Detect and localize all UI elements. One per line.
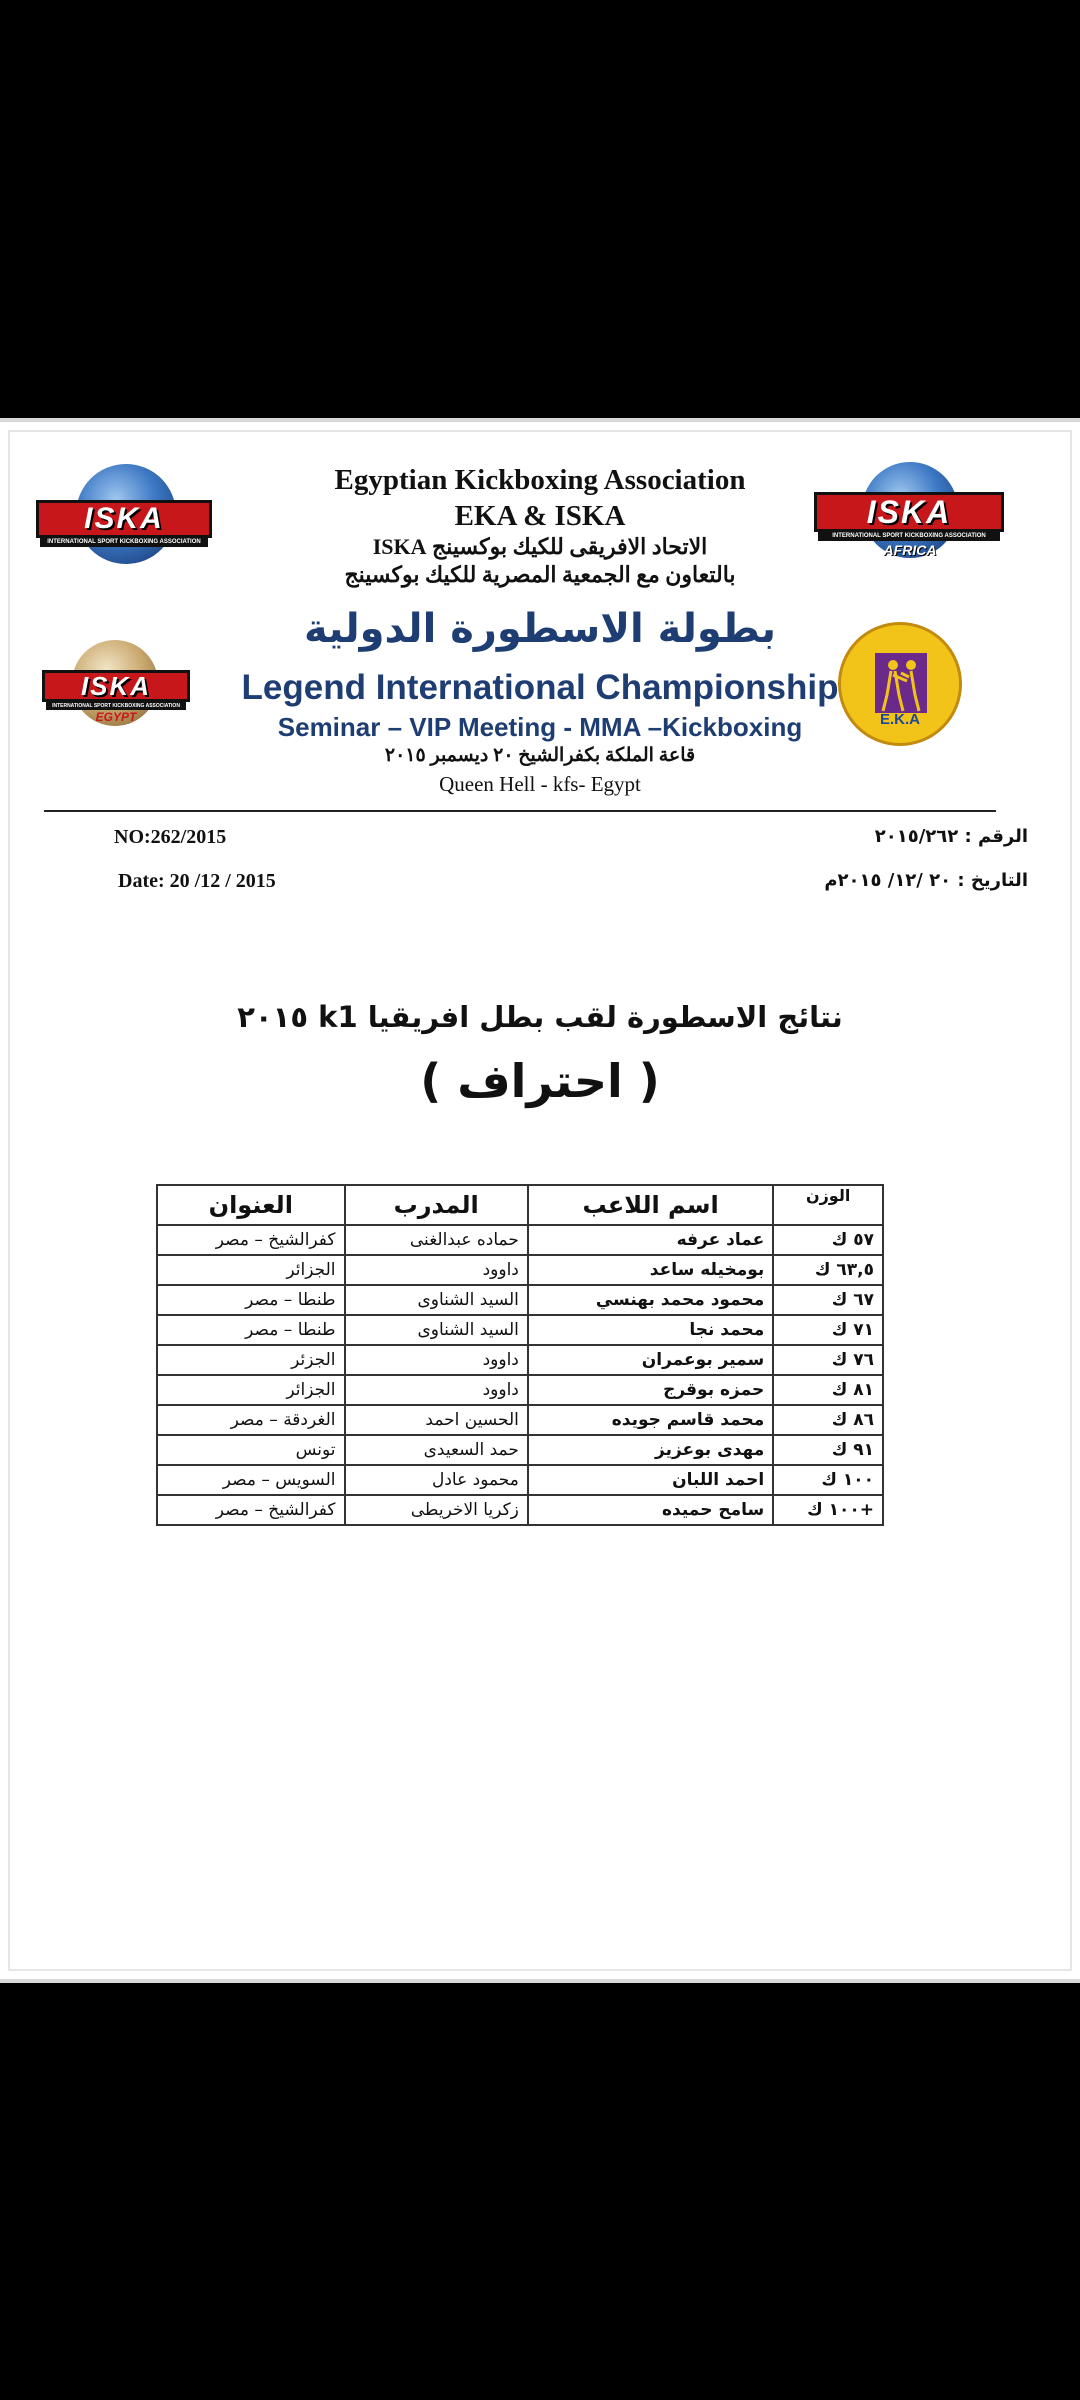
table-row bbox=[157, 1255, 883, 1285]
cell-weight: ٧١ ك bbox=[773, 1315, 883, 1345]
date-ar: التاريخ : ٢٠ /١٢/ ٢٠١٥م bbox=[824, 870, 1028, 891]
cell-weight: ٦٣,٥ ك bbox=[773, 1255, 883, 1285]
iska-africa-label: AFRICA bbox=[883, 542, 937, 558]
venue-ar: قاعة الملكة بكفرالشيخ ٢٠ ديسمبر ٢٠١٥ bbox=[384, 745, 696, 766]
event-subtitle: Seminar – VIP Meeting - MMA –Kickboxing bbox=[277, 712, 803, 742]
cell-player: محمود محمد بهنسي bbox=[528, 1285, 773, 1315]
cell-address: الجزائر bbox=[157, 1375, 345, 1405]
cell-address: تونس bbox=[157, 1435, 345, 1465]
cell-weight: ٧٦ ك bbox=[773, 1345, 883, 1375]
iska-wordmark: ISKA bbox=[42, 670, 190, 702]
cell-address: الغردقة – مصر bbox=[157, 1405, 345, 1435]
eka-wordmark: E.K.A bbox=[879, 711, 920, 728]
header-player: اسم اللاعب bbox=[528, 1185, 773, 1225]
iska-strip: INTERNATIONAL SPORT KICKBOXING ASSOCIATION bbox=[46, 702, 186, 710]
event-title-ar: بطولة الاسطورة الدولية bbox=[303, 606, 776, 652]
iska-wordmark: ISKA bbox=[814, 492, 1004, 532]
cell-address: طنطا – مصر bbox=[157, 1285, 345, 1315]
table-row bbox=[157, 1375, 883, 1405]
cell-address: الجزائر bbox=[157, 1255, 345, 1285]
cell-address: كفرالشيخ – مصر bbox=[157, 1495, 345, 1525]
cell-weight: ١٠٠ ك bbox=[773, 1465, 883, 1495]
table-row bbox=[157, 1225, 883, 1255]
cell-address: طنطا – مصر bbox=[157, 1315, 345, 1345]
venue-en: Queen Hell - kfs- Egypt bbox=[439, 772, 641, 796]
cell-weight: ٥٧ ك bbox=[773, 1225, 883, 1255]
cell-player: حمزه بوقرج bbox=[528, 1375, 773, 1405]
ref-number-ar: الرقم : ٢٠١٥/٢٦٢ bbox=[874, 826, 1028, 847]
header-address: العنوان bbox=[157, 1185, 345, 1225]
org-cooperation-ar: بالتعاون مع الجمعية المصرية للكيك بوكسينج bbox=[344, 562, 736, 587]
table-header-row bbox=[157, 1185, 883, 1225]
cell-player: مهدى بوعزيز bbox=[528, 1435, 773, 1465]
cell-coach: داوود bbox=[345, 1375, 528, 1405]
cell-weight: +١٠٠ ك bbox=[773, 1495, 883, 1525]
cell-player: عماد عرفه bbox=[528, 1225, 773, 1255]
cell-address: السويس – مصر bbox=[157, 1465, 345, 1495]
cell-weight: ٨١ ك bbox=[773, 1375, 883, 1405]
cell-player: احمد اللبان bbox=[528, 1465, 773, 1495]
org-short: EKA & ISKA bbox=[454, 500, 626, 532]
event-title-en: Legend International Championship bbox=[241, 668, 839, 707]
cell-coach: زكريا الاخريطى bbox=[345, 1495, 528, 1525]
iska-strip: INTERNATIONAL SPORT KICKBOXING ASSOCIATION bbox=[818, 532, 1000, 541]
cell-player: محمد قاسم جويده bbox=[528, 1405, 773, 1435]
cell-player: سمير بوعمران bbox=[528, 1345, 773, 1375]
table-row bbox=[157, 1465, 883, 1495]
header-weight: الوزن bbox=[773, 1185, 883, 1225]
results-category: ( احتراف ) bbox=[420, 1054, 660, 1108]
ref-number-en: NO:262/2015 bbox=[114, 826, 227, 848]
table-row bbox=[157, 1405, 883, 1435]
cell-player: محمد نجا bbox=[528, 1315, 773, 1345]
cell-coach: محمود عادل bbox=[345, 1465, 528, 1495]
results-table bbox=[156, 1184, 884, 1526]
table-row bbox=[157, 1345, 883, 1375]
cell-address: الجزئر bbox=[157, 1345, 345, 1375]
table-row bbox=[157, 1435, 883, 1465]
iska-egypt-label: EGYPT bbox=[95, 710, 137, 724]
document-page bbox=[0, 418, 1080, 1983]
cell-coach: داوود bbox=[345, 1345, 528, 1375]
cell-coach: حماده عبدالغنى bbox=[345, 1225, 528, 1255]
iska-egypt-logo bbox=[42, 640, 190, 746]
cell-player: بومخيله ساعد bbox=[528, 1255, 773, 1285]
table-row bbox=[157, 1495, 883, 1525]
cell-coach: السيد الشناوى bbox=[345, 1315, 528, 1345]
header-divider bbox=[44, 810, 996, 812]
cell-weight: ٨٦ ك bbox=[773, 1405, 883, 1435]
table-row bbox=[157, 1285, 883, 1315]
cell-coach: حمد السعيدى bbox=[345, 1435, 528, 1465]
iska-logo bbox=[36, 464, 212, 592]
cell-weight: ٦٧ ك bbox=[773, 1285, 883, 1315]
cell-player: سامح حميده bbox=[528, 1495, 773, 1525]
org-name-ar: الاتحاد الافريقى للكيك بوكسينج ISKA bbox=[372, 534, 708, 559]
iska-strip: INTERNATIONAL SPORT KICKBOXING ASSOCIATION bbox=[40, 538, 208, 547]
org-name-en: Egyptian Kickboxing Association bbox=[334, 464, 746, 496]
header-coach: المدرب bbox=[345, 1185, 528, 1225]
cell-coach: داوود bbox=[345, 1255, 528, 1285]
cell-address: كفرالشيخ – مصر bbox=[157, 1225, 345, 1255]
date-en: Date: 20 /12 / 2015 bbox=[118, 870, 276, 892]
cell-weight: ٩١ ك bbox=[773, 1435, 883, 1465]
cell-coach: الحسين احمد bbox=[345, 1405, 528, 1435]
table-row bbox=[157, 1315, 883, 1345]
iska-wordmark: ISKA bbox=[36, 500, 212, 538]
results-title: نتائج الاسطورة لقب بطل افريقيا k1 ٢٠١٥ bbox=[237, 1000, 843, 1034]
cell-coach: السيد الشناوى bbox=[345, 1285, 528, 1315]
